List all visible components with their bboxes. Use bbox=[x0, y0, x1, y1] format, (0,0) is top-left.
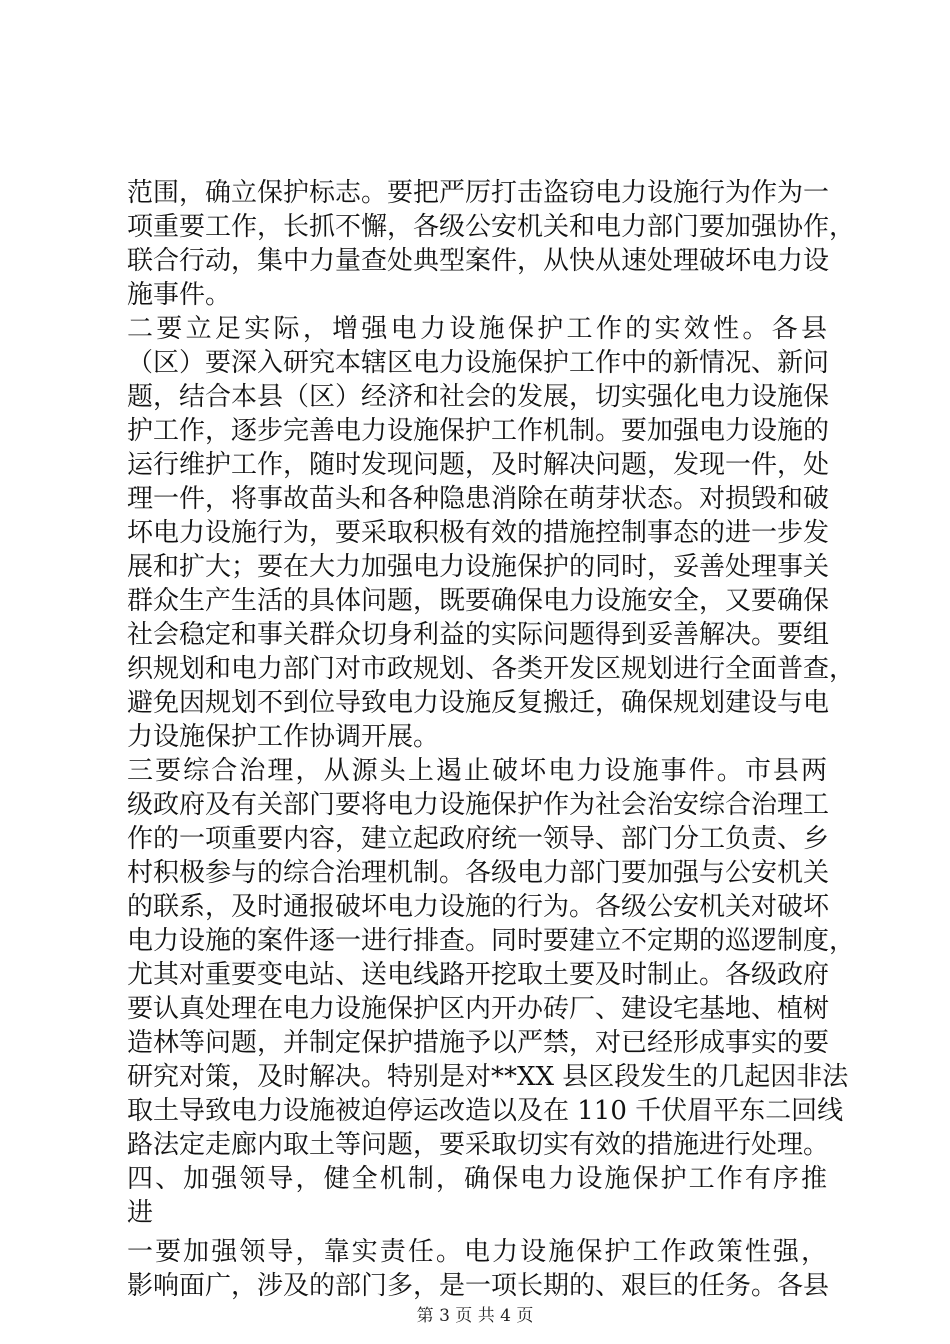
text-line: 理一件，将事故苗头和各种隐患消除在萌芽状态。对损毁和破 bbox=[127, 484, 830, 514]
text-line: 作的一项重要内容，建立起政府统一领导、部门分工负责、乡 bbox=[127, 824, 830, 854]
text-line: 展和扩大；要在大力加强电力设施保护的同时，妥善处理事关 bbox=[127, 552, 830, 582]
text-line: 群众生产生活的具体问题，既要确保电力设施安全，又要确保 bbox=[127, 586, 830, 616]
text-line: 坏电力设施行为，要采取积极有效的措施控制事态的进一步发 bbox=[127, 518, 830, 548]
text-line: 路法定走廊内取土等问题，要采取切实有效的措施进行处理。 bbox=[127, 1130, 830, 1160]
text-line: 尤其对重要变电站、送电线路开挖取土要及时制止。各级政府 bbox=[127, 960, 830, 990]
section-heading-line: 四、加强领导，健全机制，确保电力设施保护工作有序推 bbox=[127, 1164, 827, 1194]
section-heading-line: 进 bbox=[127, 1198, 154, 1228]
text-line: 社会稳定和事关群众切身利益的实际问题得到妥善解决。要组 bbox=[127, 620, 830, 650]
text-line: 级政府及有关部门要将电力设施保护作为社会治安综合治理工 bbox=[127, 790, 830, 820]
text-line: 联合行动，集中力量查处典型案件，从快从速处理破坏电力设 bbox=[127, 246, 830, 276]
text-line: 织规划和电力部门对市政规划、各类开发区规划进行全面普查， bbox=[127, 654, 856, 684]
text-line: 力设施保护工作协调开展。 bbox=[127, 722, 440, 752]
text-line: 题，结合本县（区）经济和社会的发展，切实强化电力设施保 bbox=[127, 382, 830, 412]
paragraph-start-line: 二要立足实际，增强电力设施保护工作的实效性。各县 bbox=[127, 314, 827, 344]
text-line: 运行维护工作，随时发现问题，及时解决问题，发现一件，处 bbox=[127, 450, 830, 480]
text-line: 村积极参与的综合治理机制。各级电力部门要加强与公安机关 bbox=[127, 858, 830, 888]
text-line: 研究对策，及时解决。特别是对**XX 县区段发生的几起因非法 bbox=[127, 1062, 849, 1092]
text-line: 范围，确立保护标志。要把严厉打击盗窃电力设施行为作为一 bbox=[127, 178, 830, 208]
text-line: 施事件。 bbox=[127, 280, 232, 310]
page-number-footer: 第 3 页 共 4 页 bbox=[416, 1306, 534, 1326]
text-line: 要认真处理在电力设施保护区内开办砖厂、建设宅基地、植树 bbox=[127, 994, 830, 1024]
text-line: 影响面广，涉及的部门多，是一项长期的、艰巨的任务。各县 bbox=[127, 1271, 830, 1301]
text-line: 项重要工作，长抓不懈，各级公安机关和电力部门要加强协作， bbox=[127, 212, 856, 242]
text-line: 取土导致电力设施被迫停运改造以及在 110 千伏眉平东二回线 bbox=[127, 1096, 844, 1126]
paragraph-start-line: 三要综合治理，从源头上遏止破坏电力设施事件。市县两 bbox=[127, 756, 827, 786]
text-line: 电力设施的案件逐一进行排查。同时要建立不定期的巡逻制度， bbox=[127, 926, 856, 956]
text-line: 的联系，及时通报破坏电力设施的行为。各级公安机关对破坏 bbox=[127, 892, 830, 922]
text-line: 造林等问题，并制定保护措施予以严禁，对已经形成事实的要 bbox=[127, 1028, 830, 1058]
text-line: （区）要深入研究本辖区电力设施保护工作中的新情况、新问 bbox=[127, 348, 830, 378]
text-line: 护工作，逐步完善电力设施保护工作机制。要加强电力设施的 bbox=[127, 416, 830, 446]
text-line: 避免因规划不到位导致电力设施反复搬迁，确保规划建设与电 bbox=[127, 688, 830, 718]
paragraph-start-line: 一要加强领导，靠实责任。电力设施保护工作政策性强， bbox=[127, 1237, 827, 1267]
